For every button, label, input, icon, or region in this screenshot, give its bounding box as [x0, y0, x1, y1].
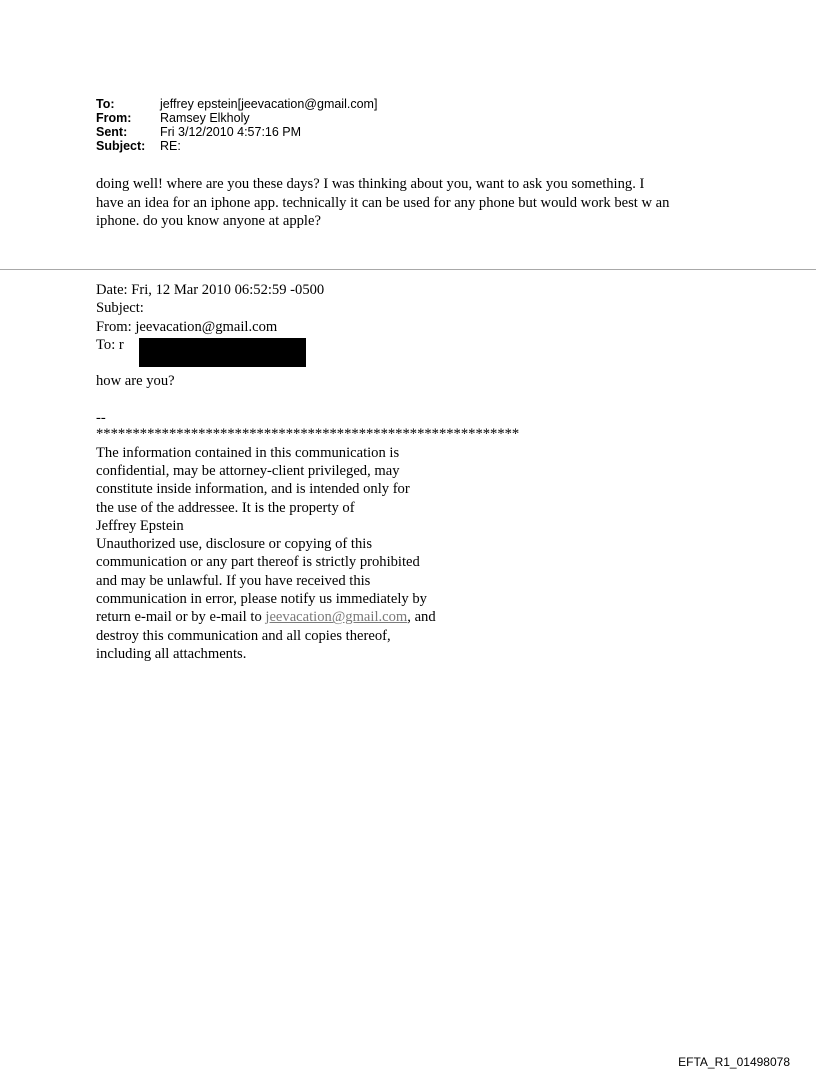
disclaimer-line: confidential, may be attorney-client privileged, may	[96, 462, 400, 479]
disclaimer-line: constitute inside information, and is intended only for	[96, 481, 410, 498]
document-id: EFTA_R1_01498078	[678, 1055, 790, 1069]
reply-line: have an idea for an iphone app. technically it can be used for any phone but would work best w an	[96, 194, 670, 211]
reply-line: iphone. do you know anyone at apple?	[96, 213, 321, 229]
redaction-box	[139, 338, 306, 367]
reply-line: doing well! where are you these days? I was thinking about you, want to ask you something. I	[96, 176, 645, 192]
from-label: From:	[96, 111, 132, 125]
sent-row	[96, 125, 377, 139]
signature-dash: --	[96, 410, 106, 427]
to-label: To:	[96, 97, 115, 111]
spacer	[96, 391, 616, 409]
disclaimer-line: the use of the addressee. It is the property of	[96, 499, 355, 516]
subject-value: RE:	[160, 139, 181, 153]
quoted-message	[96, 281, 616, 663]
disclaimer-line: communication in error, please notify us immediately by	[96, 591, 427, 608]
disclaimer-line: including all attachments.	[96, 645, 247, 662]
email-header	[96, 97, 377, 153]
disclaimer-suffix: , and	[407, 609, 436, 626]
disclaimer-line: communication or any part thereof is strictly prohibited	[96, 554, 420, 571]
disclaimer-line: The information contained in this communication is	[96, 444, 400, 461]
quoted-subject: Subject:	[96, 300, 144, 317]
message-divider	[0, 269, 816, 270]
disclaimer-prefix: return e-mail or by e-mail to	[96, 609, 266, 626]
quoted-to-prefix: To: r	[96, 336, 124, 353]
signature-stars: **********************************************************	[96, 426, 520, 443]
quoted-from: From: jeevacation@gmail.com	[96, 318, 278, 335]
subject-row	[96, 139, 377, 153]
disclaimer-line: destroy this communication and all copies thereof,	[96, 627, 391, 644]
to-value: jeffrey epstein[jeevacation@gmail.com]	[160, 97, 378, 111]
reply-body	[96, 175, 736, 231]
sent-value: Fri 3/12/2010 4:57:16 PM	[160, 125, 302, 139]
disclaimer-line: Unauthorized use, disclosure or copying of this	[96, 536, 373, 553]
disclaimer-line: Jeffrey Epstein	[96, 517, 184, 534]
from-value: Ramsey Elkholy	[160, 111, 250, 125]
quoted-body: how are you?	[96, 373, 175, 390]
to-row	[96, 97, 377, 111]
sent-label: Sent:	[96, 125, 128, 139]
from-row	[96, 111, 377, 125]
disclaimer-line: and may be unlawful. If you have received this	[96, 572, 371, 589]
quoted-date: Date: Fri, 12 Mar 2010 06:52:59 -0500	[96, 282, 325, 298]
email-link[interactable]: jeevacation@gmail.com	[265, 609, 408, 626]
disclaimer-line-with-link	[96, 608, 616, 626]
quoted-to	[96, 336, 616, 354]
disclaimer	[96, 444, 616, 664]
subject-label: Subject:	[96, 139, 146, 153]
